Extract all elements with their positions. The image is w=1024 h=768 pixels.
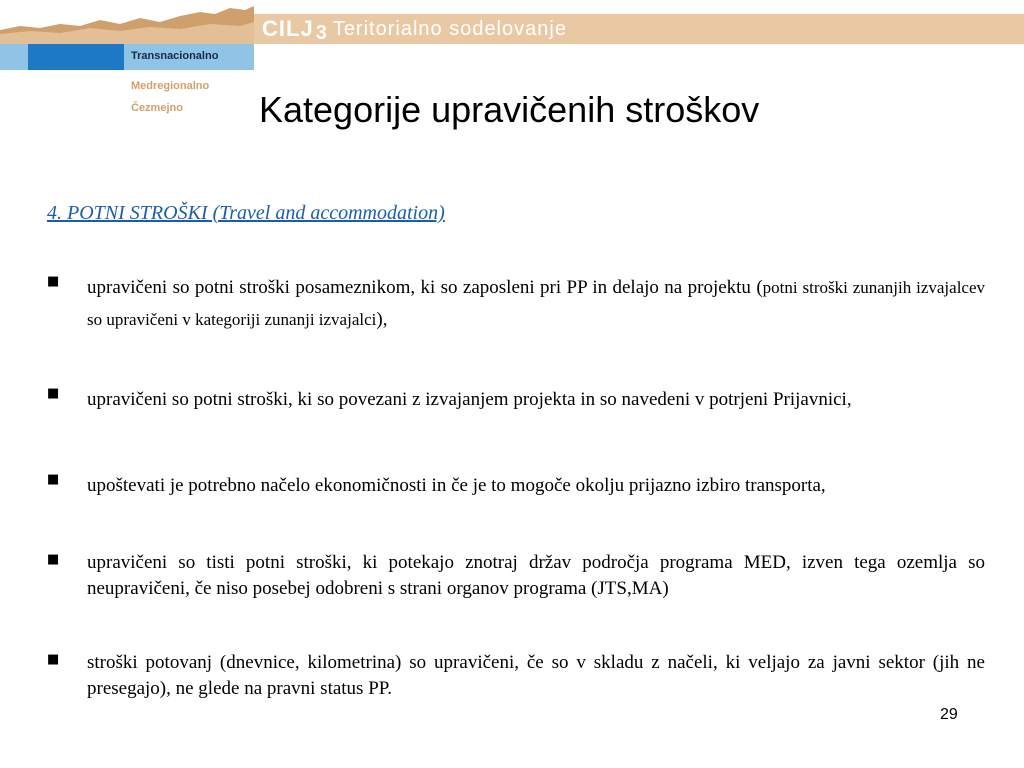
bullet-note: potni stroški zunanjih izvajalcev so upravičeni v kategoriji zunanji izvajalci — [87, 278, 986, 329]
nav-label-transnacionalno: Transnacionalno — [131, 50, 219, 62]
bullet-text: upoštevati je potrebno načelo ekonomičnosti in če je to mogoče okolju prijazno izbiro transporta, — [87, 475, 826, 496]
bullet-text: upravičeni so potni stroški, ki so povezani z izvajanjem projekta in so navedeni v potrjeni Prijavnici, — [87, 389, 852, 410]
bullet-text: upravičeni so potni stroški posameznikom, ki so zaposleni pri PP in delajo na projektu (potni stroški zunanjih izvajalcev so upravičeni v kategoriji zunanji izvajalci), — [87, 277, 986, 330]
nav-item-cezmejno: Čezmejno — [131, 102, 183, 114]
bullet-text: upravičeni so tisti potni stroški, ki potekajo znotraj držav področja programa MED, izven tega ozemlja so neupravičeni, če niso posebej odobreni s strani organov programa (JTS,MA) — [87, 552, 985, 599]
bullet-marker: ■ — [47, 386, 60, 401]
section-heading: 4. POTNI STROŠKI (Travel and accommodation) — [47, 202, 445, 224]
bullet-text: stroški potovanj (dnevnice, kilometrina) so upravičeni, če so v skladu z načeli, ki veljajo za javni sektor (jih ne presegajo), ne glede na pravni status PP. — [87, 652, 985, 699]
brand-name: CILJ — [262, 16, 314, 41]
bullet-marker: ■ — [47, 652, 60, 667]
bullet-marker: ■ — [47, 274, 60, 289]
nav-item-medregionalno: Medregionalno — [131, 80, 210, 92]
program-brand — [262, 14, 567, 44]
header-banner — [0, 0, 1024, 44]
page-number: 29 — [940, 706, 958, 723]
brand-number: 3 — [315, 21, 327, 44]
bullet-marker: ■ — [47, 472, 60, 487]
brand-tagline: Teritorialno sodelovanje — [332, 17, 567, 40]
slide-title: Kategorije upravičenih stroškov — [259, 89, 760, 130]
nav-item-transnacionalno — [0, 44, 254, 70]
bullet-marker: ■ — [47, 552, 60, 567]
